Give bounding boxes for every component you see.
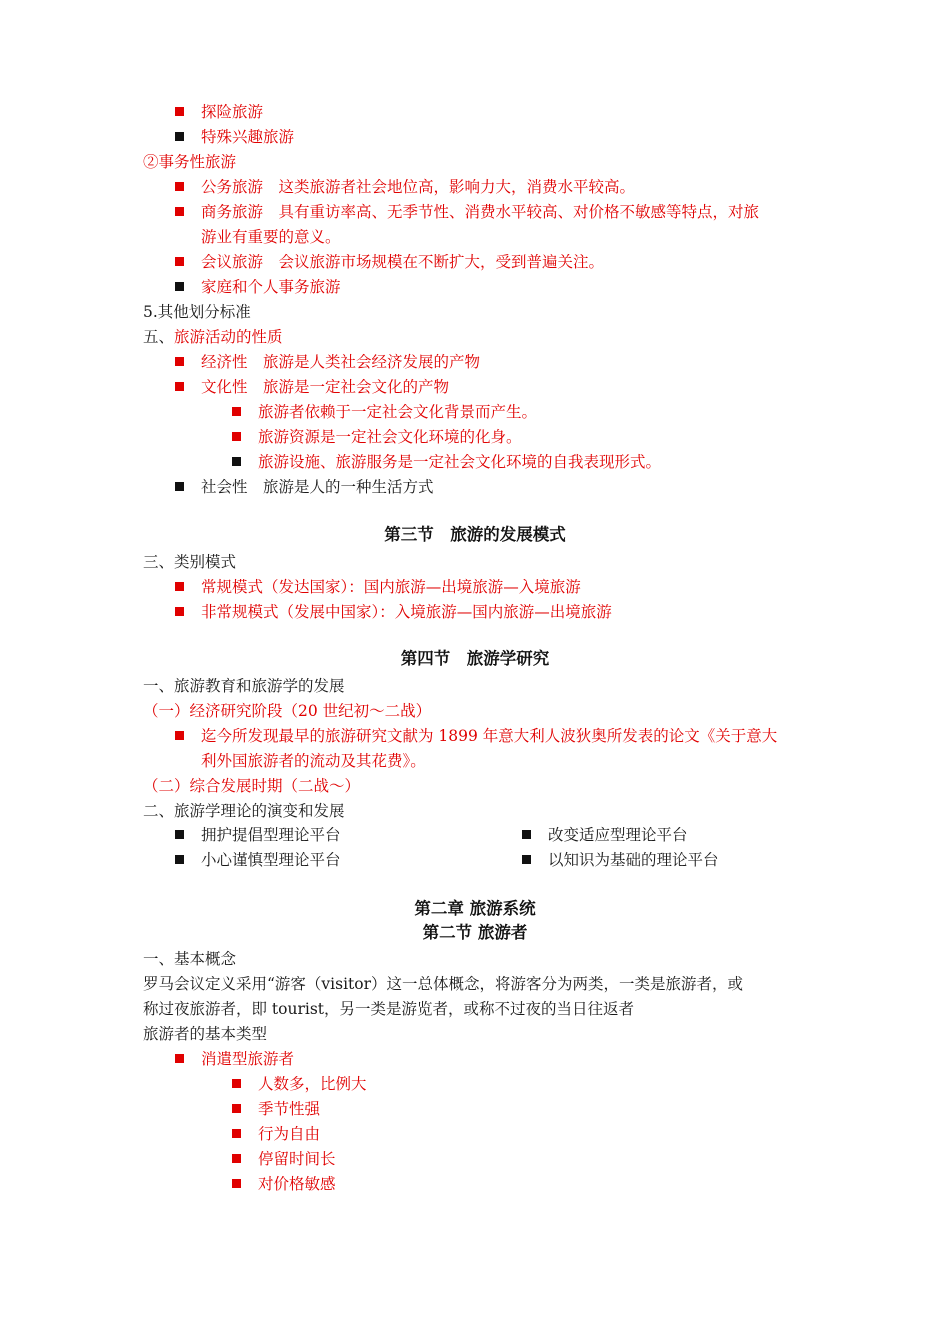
list-item-conference-tourism: 会议旅游 会议旅游市场规模在不断扩大，受到普遍关注。 — [201, 253, 605, 271]
red-square-bullet-icon — [232, 1104, 241, 1113]
section-heading-development-mode: 第三节 旅游的发展模式 — [384, 525, 566, 544]
black-square-bullet-icon — [175, 282, 184, 291]
red-square-bullet-icon — [175, 607, 184, 616]
black-square-bullet-icon — [232, 457, 241, 466]
list-item-adaptancy-platform: 改变适应型理论平台 — [548, 826, 688, 844]
sub-item-long-stay: 停留时间长 — [258, 1150, 336, 1168]
black-square-bullet-icon — [175, 132, 184, 141]
text-basic-types: 旅游者的基本类型 — [143, 1025, 268, 1043]
list-item-leisure-tourist: 消遣型旅游者 — [201, 1050, 295, 1068]
red-square-bullet-icon — [232, 1179, 241, 1188]
red-square-bullet-icon — [232, 432, 241, 441]
text-other-criteria: 5.其他划分标准 — [143, 303, 251, 321]
red-square-bullet-icon — [175, 207, 184, 216]
list-item-earliest-literature-cont: 利外国旅游者的流动及其花费》。 — [201, 752, 426, 770]
red-square-bullet-icon — [175, 182, 184, 191]
subheading-business-affairs-tourism: ②事务性旅游 — [143, 153, 237, 171]
black-square-bullet-icon — [175, 855, 184, 864]
red-square-bullet-icon — [175, 731, 184, 740]
red-square-bullet-icon — [232, 1154, 241, 1163]
list-item-cultural: 文化性 旅游是一定社会文化的产物 — [201, 378, 450, 396]
text-education-development: 一、旅游教育和旅游学的发展 — [143, 677, 345, 695]
sub-item-facilities-services: 旅游设施、旅游服务是一定社会文化环境的自我表现形式。 — [258, 453, 662, 471]
section-heading-tourism-research: 第四节 旅游学研究 — [400, 649, 550, 668]
paragraph-rome-definition: 罗马会议定义采用“游客（visitor）这一总体概念，将游客分为两类，一类是旅游者，或 — [143, 975, 744, 993]
list-item-family-affairs-tourism: 家庭和个人事务旅游 — [201, 278, 341, 296]
sub-item-free-behavior: 行为自由 — [258, 1125, 321, 1143]
black-square-bullet-icon — [175, 830, 184, 839]
red-square-bullet-icon — [175, 107, 184, 116]
red-square-bullet-icon — [175, 382, 184, 391]
black-square-bullet-icon — [522, 855, 531, 864]
heading-text: 旅游活动的性质 — [174, 328, 283, 346]
red-square-bullet-icon — [175, 1054, 184, 1063]
list-item-earliest-literature: 迄今所发现最早的旅游研究文献为 1899 年意大利人波狄奥所发表的论文《关于意大 — [201, 727, 778, 745]
red-square-bullet-icon — [175, 582, 184, 591]
list-item-business-tourism: 商务旅游 具有重访率高、无季节性、消费水平较高、对价格不敏感等特点，对旅 — [201, 203, 760, 221]
heading-number: 五、 — [143, 328, 175, 346]
list-item-advocacy-platform: 拥护提倡型理论平台 — [201, 826, 341, 844]
list-item-irregular-mode: 非常规模式（发展中国家）：入境旅游—国内旅游—出境旅游 — [201, 603, 612, 621]
red-square-bullet-icon — [175, 357, 184, 366]
list-item-economic: 经济性 旅游是人类社会经济发展的产物 — [201, 353, 481, 371]
list-item-regular-mode: 常规模式（发达国家）：国内旅游—出境旅游—入境旅游 — [201, 578, 581, 596]
list-item-business-tourism-cont: 游业有重要的意义。 — [201, 228, 341, 246]
text-theory-evolution: 二、旅游学理论的演变和发展 — [143, 802, 345, 820]
red-square-bullet-icon — [232, 407, 241, 416]
black-square-bullet-icon — [175, 482, 184, 491]
list-item-special-interest-tourism: 特殊兴趣旅游 — [201, 128, 295, 146]
sub-item-price-sensitive: 对价格敏感 — [258, 1175, 336, 1193]
text-basic-concepts: 一、基本概念 — [143, 950, 237, 968]
paragraph-rome-definition-cont: 称过夜旅游者，即 tourist，另一类是游览者，或称不过夜的当日往返者 — [143, 1000, 635, 1018]
sub-item-large-numbers: 人数多，比例大 — [258, 1075, 367, 1093]
black-square-bullet-icon — [522, 830, 531, 839]
section-heading-tourists: 第二节 旅游者 — [422, 923, 528, 942]
list-item-cautionary-platform: 小心谨慎型理论平台 — [201, 851, 341, 869]
sub-item-tourist-culture: 旅游者依赖于一定社会文化背景而产生。 — [258, 403, 538, 421]
heading-nature-of-tourism — [143, 327, 283, 347]
list-item-adventure-tourism: 探险旅游 — [201, 103, 264, 121]
text-category-mode: 三、类别模式 — [143, 553, 237, 571]
sub-item-seasonal: 季节性强 — [258, 1100, 321, 1118]
list-item-knowledge-platform: 以知识为基础的理论平台 — [548, 851, 719, 869]
sub-item-tourism-resources: 旅游资源是一定社会文化环境的化身。 — [258, 428, 522, 446]
list-item-social: 社会性 旅游是人的一种生活方式 — [201, 478, 434, 496]
red-square-bullet-icon — [232, 1079, 241, 1088]
chapter-heading-tourism-system: 第二章 旅游系统 — [414, 899, 536, 918]
red-square-bullet-icon — [175, 257, 184, 266]
subheading-economic-research-stage: （一）经济研究阶段（20 世纪初～二战） — [143, 702, 432, 720]
red-square-bullet-icon — [232, 1129, 241, 1138]
list-item-official-tourism: 公务旅游 这类旅游者社会地位高，影响力大，消费水平较高。 — [201, 178, 636, 196]
subheading-comprehensive-stage: （二）综合发展时期（二战～） — [143, 777, 361, 795]
